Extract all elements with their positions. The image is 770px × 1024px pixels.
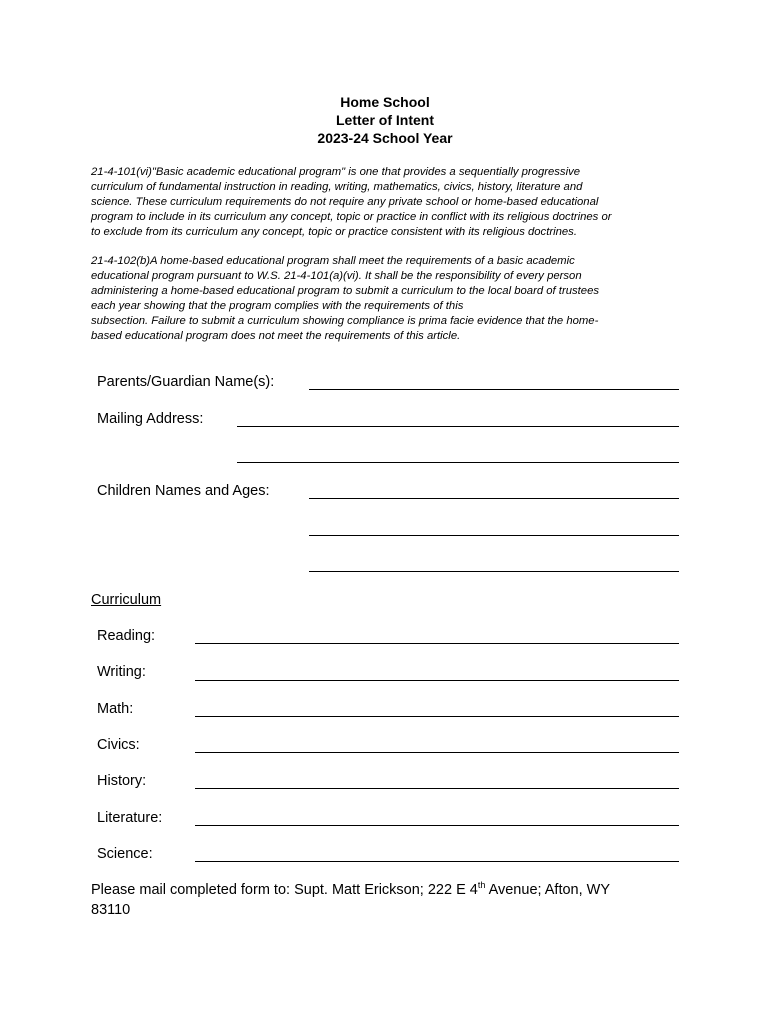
history-field[interactable] [195, 788, 679, 789]
children-names-ages-label: Children Names and Ages: [97, 483, 270, 499]
parents-guardian-label: Parents/Guardian Name(s): [97, 374, 275, 390]
writing-label: Writing: [97, 664, 146, 680]
statute-1-line: 21-4-101(vi)"Basic academic educational program" is one that provides a sequentially progressive [91, 166, 581, 178]
title-line-3: 2023-24 School Year [317, 130, 453, 146]
statute-1-line: science. These curriculum requirements do not require any private school or home-based educational [91, 196, 599, 208]
math-field[interactable] [195, 716, 679, 717]
science-label: Science: [97, 846, 153, 862]
title-line-1: Home School [340, 94, 430, 110]
statute-1-line: curriculum of fundamental instruction in reading, writing, mathematics, civics, history, literature and [91, 181, 583, 193]
children-field-2[interactable] [309, 535, 679, 536]
history-label: History: [97, 773, 147, 789]
mailing-zip: 83110 [91, 902, 131, 918]
statute-2-line: educational program pursuant to W.S. 21-4-101(a)(vi). It shall be the responsibility of every person [91, 270, 582, 282]
reading-field[interactable] [195, 643, 679, 644]
statute-2-line: each year showing that the program complies with the requirements of this [91, 300, 464, 312]
mailing-instructions [91, 880, 610, 900]
ordinal-suffix: th [477, 880, 486, 891]
statute-2-line: based educational program does not meet the requirements of this article. [91, 330, 461, 342]
curriculum-heading: Curriculum [91, 592, 162, 608]
children-field-3[interactable] [309, 571, 679, 572]
mailing-instructions-text-end: Avenue; Afton, WY [485, 882, 611, 898]
statute-1-line: program to include in its curriculum any concept, topic or practice in conflict with its religious doctrines or [91, 211, 612, 223]
science-field[interactable] [195, 861, 679, 862]
literature-field[interactable] [195, 825, 679, 826]
title-line-2: Letter of Intent [336, 112, 434, 128]
mailing-instructions-text: Please mail completed form to: Supt. Matt Erickson; 222 E 4 [91, 882, 478, 898]
statute-paragraph-2 [91, 254, 681, 344]
statute-paragraph-1 [91, 165, 681, 240]
mailing-address-field-1[interactable] [237, 426, 679, 427]
statute-2-line: subsection. Failure to submit a curriculum showing compliance is prima facie evidence that the home- [91, 315, 599, 327]
parents-guardian-field[interactable] [309, 389, 679, 390]
statute-1-line: to exclude from its curriculum any concept, topic or practice consistent with its religious doctrines. [91, 226, 577, 238]
reading-label: Reading: [97, 628, 156, 644]
mailing-address-field-2[interactable] [237, 462, 679, 463]
math-label: Math: [97, 701, 134, 717]
civics-label: Civics: [97, 737, 140, 753]
statute-2-line: 21-4-102(b)A home-based educational program shall meet the requirements of a basic academic [91, 255, 575, 267]
writing-field[interactable] [195, 680, 679, 681]
children-field-1[interactable] [309, 498, 679, 499]
literature-label: Literature: [97, 810, 163, 826]
statute-2-line: administering a home-based educational program to submit a curriculum to the local board of trustees [91, 285, 599, 297]
mailing-address-label: Mailing Address: [97, 411, 204, 427]
civics-field[interactable] [195, 752, 679, 753]
